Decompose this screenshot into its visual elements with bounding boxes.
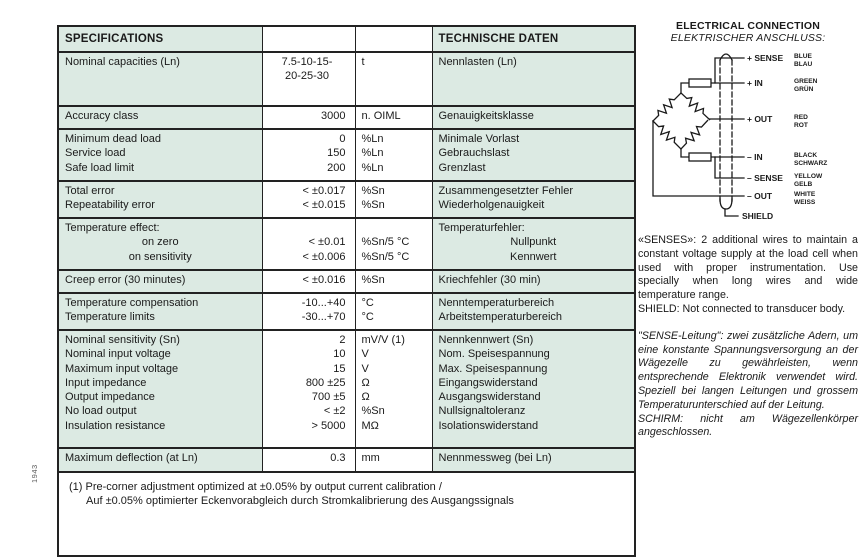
cell-line: 20-25-30 [284,70,330,83]
cell-line: %Sn/5 °C [361,250,410,263]
spec-unit-cell [355,270,432,293]
cell-line: Wiederholgenauigkeit [438,199,545,212]
cell-line: Nennmessweg (bei Ln) [438,452,552,464]
spec-german-cell [432,270,635,293]
cell-line: No load output [65,405,137,418]
cell-line: Temperature effect: [65,222,160,234]
cell-line: < ±0.01 [308,236,346,249]
cell-line: Nom. Speisespannung [438,348,550,361]
header-empty-unit-cell [355,26,432,52]
spec-value-cell [262,106,355,129]
cell-line: Output impedance [65,391,155,404]
spec-row [58,106,635,129]
wire-label-shield: SHIELD [742,211,774,221]
cell-line: 15 [333,362,346,375]
wire-label-minus-sense: – SENSE [747,173,783,183]
wire-color-blue-de: BLAU [794,61,813,68]
cell-line: 700 ±5 [311,391,346,404]
cell-line: %Ln [361,161,384,174]
spec-german-cell [432,52,635,106]
cell-line: Nenntemperaturbereich [438,297,555,309]
cable-bottom-cup [720,199,732,209]
cell-line: %Sn/5 °C [361,236,410,249]
cell-line: Input impedance [65,376,147,389]
cell-line: %Sn [361,199,385,212]
bridge-arm-top-right [678,90,712,122]
wire-label-plus-out: + OUT [747,114,773,124]
spec-german-cell [432,129,635,181]
cell-line: Zusammengesetzter Fehler [438,185,573,197]
cell-line: 7.5-10-15- [281,56,333,68]
cell-line: Nominal capacities (Ln) [65,56,180,68]
cell-line: < ±2 [323,405,346,418]
cell-line: -30...+70 [301,311,346,324]
cell-line: Nominal input voltage [65,348,171,361]
spec-value-cell [262,129,355,181]
spec-label-cell [58,181,262,218]
spec-row [58,129,635,181]
spec-label-cell [58,52,262,106]
spec-row-group [58,293,635,330]
note-shield-en: SHIELD: Not connected to transducer body. [638,302,846,315]
spec-value-cell [262,293,355,330]
electrical-connection-panel [638,20,858,440]
bridge-arm-bottom-left [650,118,683,151]
spec-row-group [58,218,635,270]
wire-label-minus-in: – IN [747,152,763,162]
cell-line: < ±0.015 [302,199,346,212]
spec-label-cell [58,270,262,293]
cell-line: Grenzlast [438,161,486,174]
spec-unit-cell [355,52,432,106]
compensation-resistor-top [689,79,711,87]
cell-line: Genauigkeitsklasse [438,110,534,122]
cell-line: Nominal sensitivity (Sn) [65,334,180,346]
spec-german-cell [432,330,635,448]
wire-color-blue-en: BLUE [794,53,812,60]
spec-value-cell [262,52,355,106]
minus-sense-wire [715,157,744,178]
cell-line: Minimum dead load [65,133,161,145]
spec-row [58,270,635,293]
spec-row [58,52,635,106]
footnote-row [58,472,635,556]
spec-label-cell [58,448,262,472]
spec-value-cell [262,330,355,448]
cell-line: %Ln [361,133,384,145]
cell-line: MΩ [361,419,379,432]
side-code: 1943 [30,464,39,483]
spec-row [58,218,635,270]
wire-label-minus-out: – OUT [747,191,773,201]
spec-value-cell [262,218,355,270]
spec-row [58,448,635,472]
wire-color-green-en: GREEN [794,78,818,85]
cell-line: %Ln [361,147,384,160]
spec-value-cell [262,270,355,293]
cable-top-arc [720,54,732,60]
cell-line: Temperature compensation [65,297,199,309]
spec-german-cell [432,218,635,270]
spec-row-group [58,52,635,106]
notes-gap [638,317,858,330]
cell-line: mm [361,452,380,464]
spec-unit-cell [355,293,432,330]
specifications-table-wrap [57,25,636,557]
cell-line: Safe load limit [65,161,135,174]
spec-label-cell [58,129,262,181]
cell-line: %Sn [361,405,385,418]
footnote-group [58,472,635,556]
spec-german-cell [432,106,635,129]
cell-line: V [361,362,369,375]
cell-line: 200 [327,161,346,174]
cell-line: 150 [327,147,346,160]
cell-line: > 5000 [311,419,346,432]
header-empty-value-cell [262,26,355,52]
cell-line: Temperaturfehler: [438,222,525,234]
wire-color-black-de: SCHWARZ [794,160,828,167]
spec-label-cell [58,293,262,330]
cell-line: Temperature limits [65,311,155,324]
table-header-row [58,26,635,52]
electrical-title-en: ELECTRICAL CONNECTION [675,20,820,32]
spec-german-cell [432,293,635,330]
plus-sense-wire [715,58,744,83]
cell-line [362,221,426,235]
spec-row [58,330,635,448]
cell-line: Maximum input voltage [65,362,179,375]
cell-line: %Sn [361,185,385,197]
cell-line: Gebrauchslast [438,147,510,160]
cell-line: Ω [361,391,370,404]
cell-line: Max. Speisespannung [438,362,548,375]
specifications-table [57,25,636,557]
cell-line: Nennlasten (Ln) [438,56,517,68]
spec-german-cell [432,448,635,472]
wire-label-plus-in: + IN [747,78,763,88]
spec-value-cell [262,448,355,472]
footnote-line-en: (1) Pre-corner adjustment optimized at ±0.05% by output current calibration / [69,481,442,493]
note-senses-de: "SENSE-Leitung": zwei zusätzliche Adern, um eine konstante Spannungsversorgung an der Wägezelle zu gewährleisten, wenn entsprechende Elektronik verwendet wird. Speziell bei langen Leitungen und grossem Temperaturunterschied auf der Leitung. [638,329,858,411]
electrical-title-de: ELEKTRISCHER ANSCHLUSS: [670,32,826,44]
footnote-line-de: Auf ±0.05% optimierter Eckenvorabgleich durch Stromkalibrierung des Ausgangssignals [86,495,514,508]
cell-line: Creep error (30 minutes) [65,274,186,286]
cell-line: V [361,348,369,361]
cell-line: Arbeitstemperaturbereich [438,311,563,324]
wire-color-white-de: WEISS [794,199,816,206]
table-header-group [58,26,635,52]
spec-row-group [58,129,635,181]
spec-label-cell [58,218,262,270]
cell-line: Maximum deflection (at Ln) [65,452,198,464]
cell-line: Total error [65,185,115,197]
spec-row-group [58,106,635,129]
connection-notes [638,234,858,440]
spec-row-group [58,448,635,472]
table-title-de: TECHNISCHE DATEN [432,26,635,52]
cell-line: t [361,56,365,68]
cell-line: Isolationswiderstand [438,419,539,432]
cell-line: 800 ±25 [305,376,346,389]
cell-line: 10 [333,348,346,361]
cell-line: %Sn [361,274,385,286]
spec-unit-cell [355,181,432,218]
spec-row-group [58,181,635,218]
cell-line: °C [361,297,374,309]
bridge-arm-bottom-right [678,118,710,152]
wire-color-yellow-de: GELB [794,181,813,188]
spec-unit-cell [355,129,432,181]
cell-line: < ±0.006 [302,250,346,263]
spec-row-group [58,330,635,448]
cell-line: °C [361,311,374,324]
cell-line: Eingangswiderstand [438,376,538,389]
wire-color-green-de: GRÜN [794,86,814,93]
spec-label-cell [58,330,262,448]
cell-line: Repeatability error [65,199,155,212]
note-shield-de: SCHIRM: nicht am Wägezellenkörper angeschlossen. [638,412,858,439]
spec-value-cell [262,181,355,218]
cell-line: Kennwert [510,250,557,263]
cell-line: Ausgangswiderstand [438,391,541,404]
cell-line: 0.3 [330,452,346,464]
wire-color-yellow-en: YELLOW [794,173,823,180]
shield-wire [725,209,738,216]
spec-row [58,181,635,218]
cell-line: 3000 [321,110,346,122]
spec-row [58,293,635,330]
wire-label-plus-sense: + SENSE [747,53,784,63]
cell-line: 0 [339,133,346,145]
spec-unit-cell [355,330,432,448]
table-title-en: SPECIFICATIONS [58,26,262,52]
wire-color-red-de: ROT [794,122,808,129]
spec-row-group [58,270,635,293]
cell-line: Nullsignaltoleranz [438,405,526,418]
note-senses-en: «SENSES»: 2 additional wires to maintain a constant voltage supply at the load cell when used with proper instrumentation. Use specially when long wires and wide temperature range. [638,234,858,302]
cell-line: Ω [361,376,370,389]
cell-line: n. OIML [361,110,401,122]
cell-line: -10...+40 [301,297,346,309]
footnote-cell [58,472,635,556]
spec-unit-cell [355,448,432,472]
cell-line: Kriechfehler (30 min) [438,274,541,286]
cell-line: Service load [65,147,126,160]
bridge-arm-top-left [650,91,683,124]
compensation-resistor-bottom [689,153,711,161]
wire-color-black-en: BLACK [794,152,818,159]
cell-line: Nennkennwert (Sn) [438,334,534,346]
cell-line: < ±0.016 [302,274,346,286]
cell-line: mV/V (1) [361,334,405,346]
cell-line: on sensitivity [128,250,192,263]
wire-color-white-en: WHITE [794,191,816,198]
cell-line [269,221,346,235]
spec-german-cell [432,181,635,218]
cell-line: 2 [339,334,346,346]
cell-line: on zero [141,236,179,249]
cell-line: < ±0.017 [302,185,346,197]
cell-line: Insulation resistance [65,419,166,432]
bridge-circuit-diagram [639,46,857,228]
cell-line: Minimale Vorlast [438,133,520,145]
spec-unit-cell [355,106,432,129]
spec-unit-cell [355,218,432,270]
cell-line: Accuracy class [65,110,139,122]
cell-line: Nullpunkt [510,236,557,249]
wire-color-red-en: RED [794,114,808,121]
spec-label-cell [58,106,262,129]
